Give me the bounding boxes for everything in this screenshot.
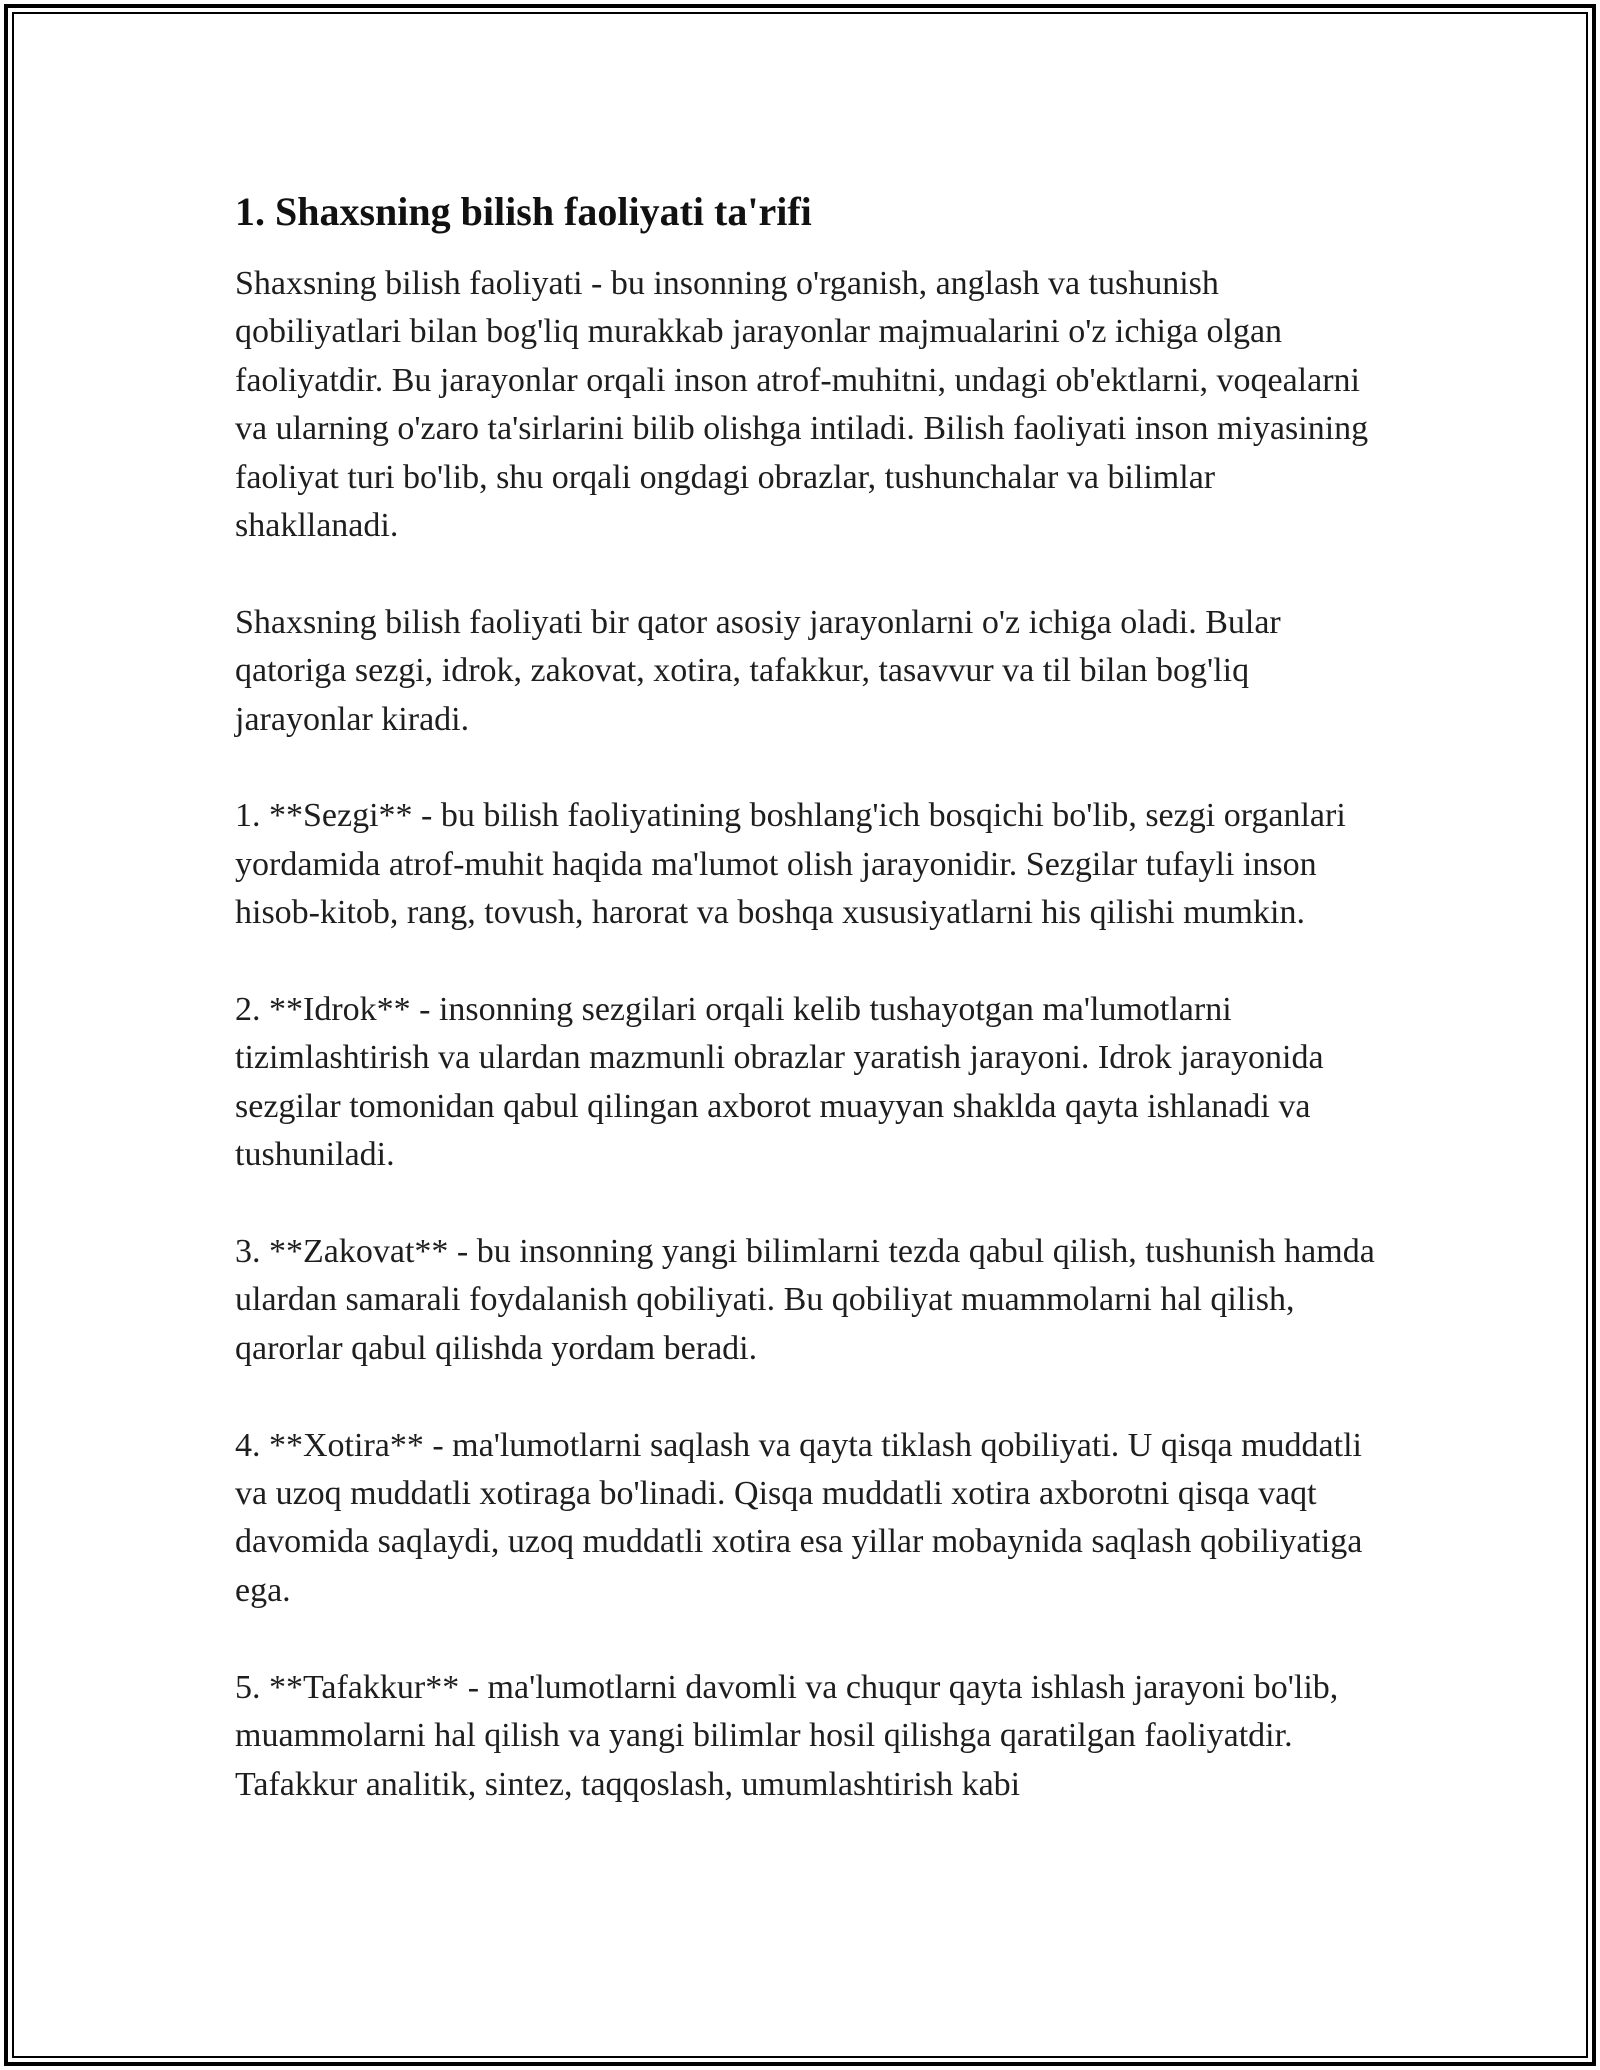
paragraph-zakovat: 3. **Zakovat** - bu insonning yangi bilimlarni tezda qabul qilish, tushunish hamda ulardan samarali foydalanish qobiliyati. Bu qobiliyat muammolarni hal qilish, qarorlar qabul qilishda yordam beradi. (235, 1233, 1375, 1367)
paragraph-idrok: 2. **Idrok** - insonning sezgilari orqali kelib tushayotgan ma'lumotlarni tizimlashtirish va ulardan mazmunli obrazlar yaratish jarayoni. Idrok jarayonida sezgilar tomonidan qabul qilingan axborot muayyan shaklda qayta ishlanadi va tushuniladi. (235, 991, 1324, 1174)
paragraph-xotira: 4. **Xotira** - ma'lumotlarni saqlash va qayta tiklash qobiliyati. U qisqa muddatli va uzoq muddatli xotiraga bo'linadi. Qisqa muddatli xotira axborotni qisqa vaqt davomida saqlaydi, uzoq muddatli xotira esa yillar mobaynida saqlash qobiliyatiga ega. (235, 1426, 1363, 1609)
document-body (235, 180, 1380, 1857)
paragraph-sezgi: 1. **Sezgi** - bu bilish faoliyatining boshlang'ich bosqichi bo'lib, sezgi organlari yordamida atrof-muhit haqida ma'lumot olish jarayonidir. Sezgilar tufayli inson hisob-kitob, rang, tovush, harorat va boshqa xususiyatlarni his qilishi mumkin. (235, 797, 1346, 932)
paragraph-tafakkur: 5. **Tafakkur** - ma'lumotlarni davomli va chuqur qayta ishlash jarayoni bo'lib, muammolarni hal qilish va yangi bilimlar hosil qilishga qaratilgan faoliyatdir. Tafakkur analitik, sintez, taqqoslash, umumlashtirish kabi (235, 1668, 1339, 1803)
paragraph-definition: Shaxsning bilish faoliyati - bu insonning o'rganish, anglash va tushunish qobiliyatlari bilan bog'liq murakkab jarayonlar majmualarini o'z ichiga olgan faoliyatdir. Bu jarayonlar orqali inson atrof-muhitni, undagi ob'ektlarni, voqealarni va ularning o'zaro ta'sirlarini bilib olishga intiladi. Bilish faoliyati inson miyasining faoliyat turi bo'lib, shu orqali ongdagi obrazlar, tushunchalar va bilimlar shakllanadi. (235, 265, 1369, 545)
section-title: 1. Shaxsning bilish faoliyati ta'rifi (235, 189, 812, 234)
paragraph-processes-overview: Shaxsning bilish faoliyati bir qator asosiy jarayonlarni o'z ichiga oladi. Bular qatoriga sezgi, idrok, zakovat, xotira, tafakkur, tasavvur va til bilan bog'liq jarayonlar kiradi. (235, 603, 1281, 738)
